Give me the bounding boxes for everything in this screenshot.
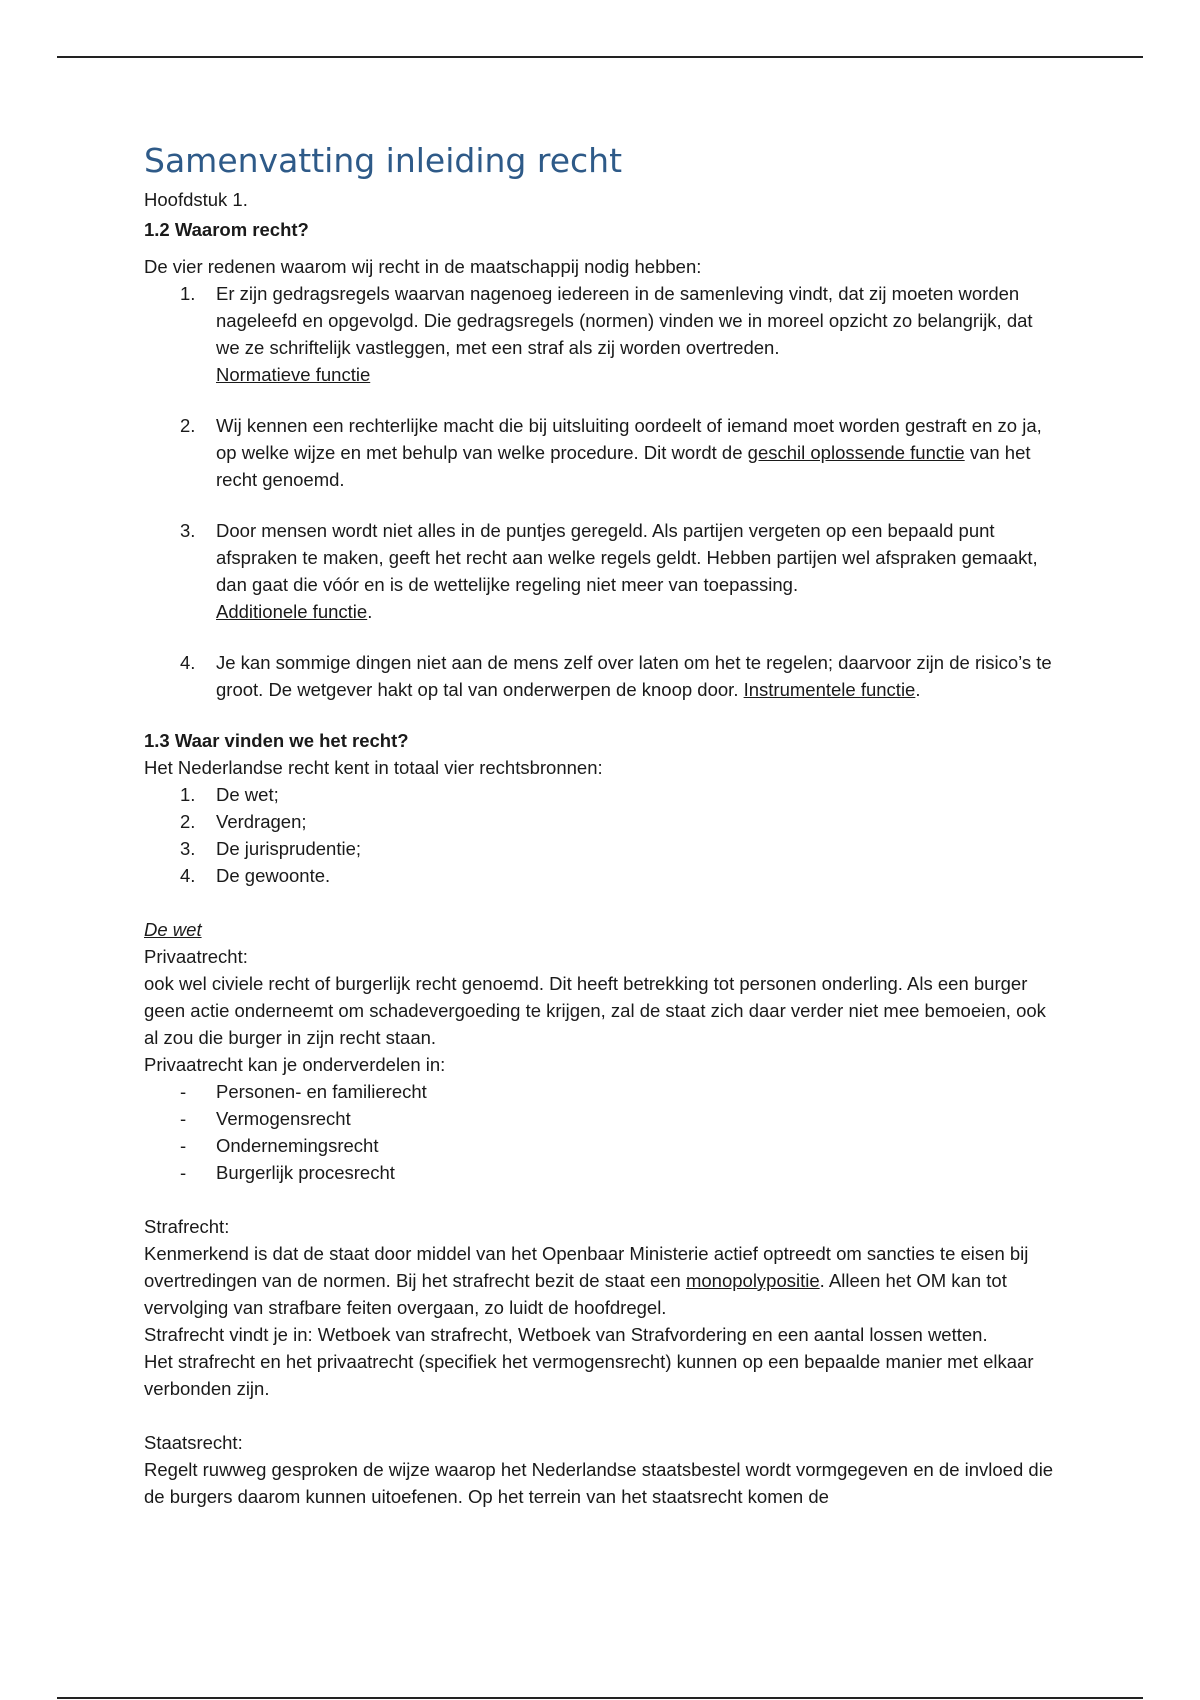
header-rule (57, 56, 1143, 58)
source-item: 1. De wet; (180, 784, 279, 805)
reason-item: 2. Wij kennen een rechterlijke macht die bij uitsluiting oordeelt of iemand moet worden gestraft en zo ja, op welke wijze en met behulp van welke procedure. Dit wordt de geschil oplossende functie van het recht genoemd. (180, 415, 1042, 490)
section-1-2-heading: 1.2 Waarom recht? (144, 219, 309, 240)
reasons-list (144, 280, 1059, 703)
function-term: Normatieve functie (216, 364, 371, 385)
document-page (144, 138, 1059, 1510)
privaatrecht-list (144, 1078, 1059, 1186)
function-term: geschil oplossende functie (747, 442, 965, 463)
strafrecht-link: Het strafrecht en het privaatrecht (specifiek het vermogensrecht) kunnen op een bepaalde manier met elkaar verbonden zijn. (144, 1351, 1034, 1399)
privaatrecht-item: - Vermogensrecht (180, 1108, 351, 1129)
monopoly-term: monopolypositie (685, 1270, 820, 1291)
staatsrecht-text: Regelt ruwweg gesproken de wijze waarop het Nederlandse staatsbestel wordt vormgegeven en de invloed die de burgers daarom kunnen uitoefenen. Op het terrein van het staatsrecht komen de (144, 1459, 1054, 1507)
function-term: Additionele functie (216, 601, 368, 622)
privaatrecht-item: - Ondernemingsrecht (180, 1135, 379, 1156)
function-term: Instrumentele functie (743, 679, 916, 700)
privaatrecht-item: - Burgerlijk procesrecht (180, 1162, 395, 1183)
privaatrecht-text: ook wel civiele recht of burgerlijk recht genoemd. Dit heeft betrekking tot personen onderling. Als een burger geen actie onderneemt om schadevergoeding te krijgen, zal de staat zich daar verder niet mee bemoeien, ook al zou die burger in zijn recht staan. (144, 973, 1046, 1048)
page-title: Samenvatting inleiding recht (144, 141, 623, 180)
sources-list (144, 781, 1059, 889)
strafrecht-sources: Strafrecht vindt je in: Wetboek van strafrecht, Wetboek van Strafvordering en een aantal lossen wetten. (144, 1324, 988, 1345)
source-item: 3. De jurisprudentie; (180, 838, 361, 859)
source-item: 2. Verdragen; (180, 811, 307, 832)
reason-item: 3. Door mensen wordt niet alles in de puntjes geregeld. Als partijen vergeten op een bepaald punt afspraken te maken, geeft het recht aan welke regels geldt. Hebben partijen wel afspraken gemaakt, dan gaat die vóór en is de wettelijke regeling niet meer van toepassing. Additionele functie. (180, 520, 1038, 622)
chapter-label: Hoofdstuk 1. (144, 189, 248, 210)
de-wet-heading: De wet (144, 919, 202, 940)
reason-item: 1. Er zijn gedragsregels waarvan nagenoeg iedereen in de samenleving vindt, dat zij moeten worden nageleefd en opgevolgd. Die gedragsregels (normen) vinden we in moreel opzicht zo belangrijk, dat we ze schriftelijk vastleggen, met een straf als zij worden overtreden. Normatieve functie (180, 283, 1033, 385)
source-item: 4. De gewoonte. (180, 865, 331, 886)
section-1-2-intro: De vier redenen waarom wij recht in de maatschappij nodig hebben: (144, 256, 702, 277)
privaatrecht-label: Privaatrecht: (144, 946, 248, 967)
section-1-3-intro: Het Nederlandse recht kent in totaal vier rechtsbronnen: (144, 757, 603, 778)
section-1-3-heading: 1.3 Waar vinden we het recht? (144, 730, 409, 751)
footer-rule (57, 1697, 1143, 1699)
staatsrecht-label: Staatsrecht: (144, 1432, 243, 1453)
strafrecht-label: Strafrecht: (144, 1216, 230, 1237)
privaatrecht-item: - Personen- en familierecht (180, 1081, 427, 1102)
strafrecht-text: Kenmerkend is dat de staat door middel van het Openbaar Ministerie actief optreedt om sancties te eisen bij overtredingen van de normen. Bij het strafrecht bezit de staat een monopolypositie. Alleen het OM kan tot vervolging van strafbare feiten overgaan, zo luidt de hoofdregel. (144, 1243, 1029, 1318)
reason-item: 4. Je kan sommige dingen niet aan de mens zelf over laten om het te regelen; daarvoor zijn de risico’s te groot. De wetgever hakt op tal van onderwerpen de knoop door. Instrumentele functie. (180, 652, 1052, 700)
privaatrecht-subdivision: Privaatrecht kan je onderverdelen in: (144, 1054, 446, 1075)
